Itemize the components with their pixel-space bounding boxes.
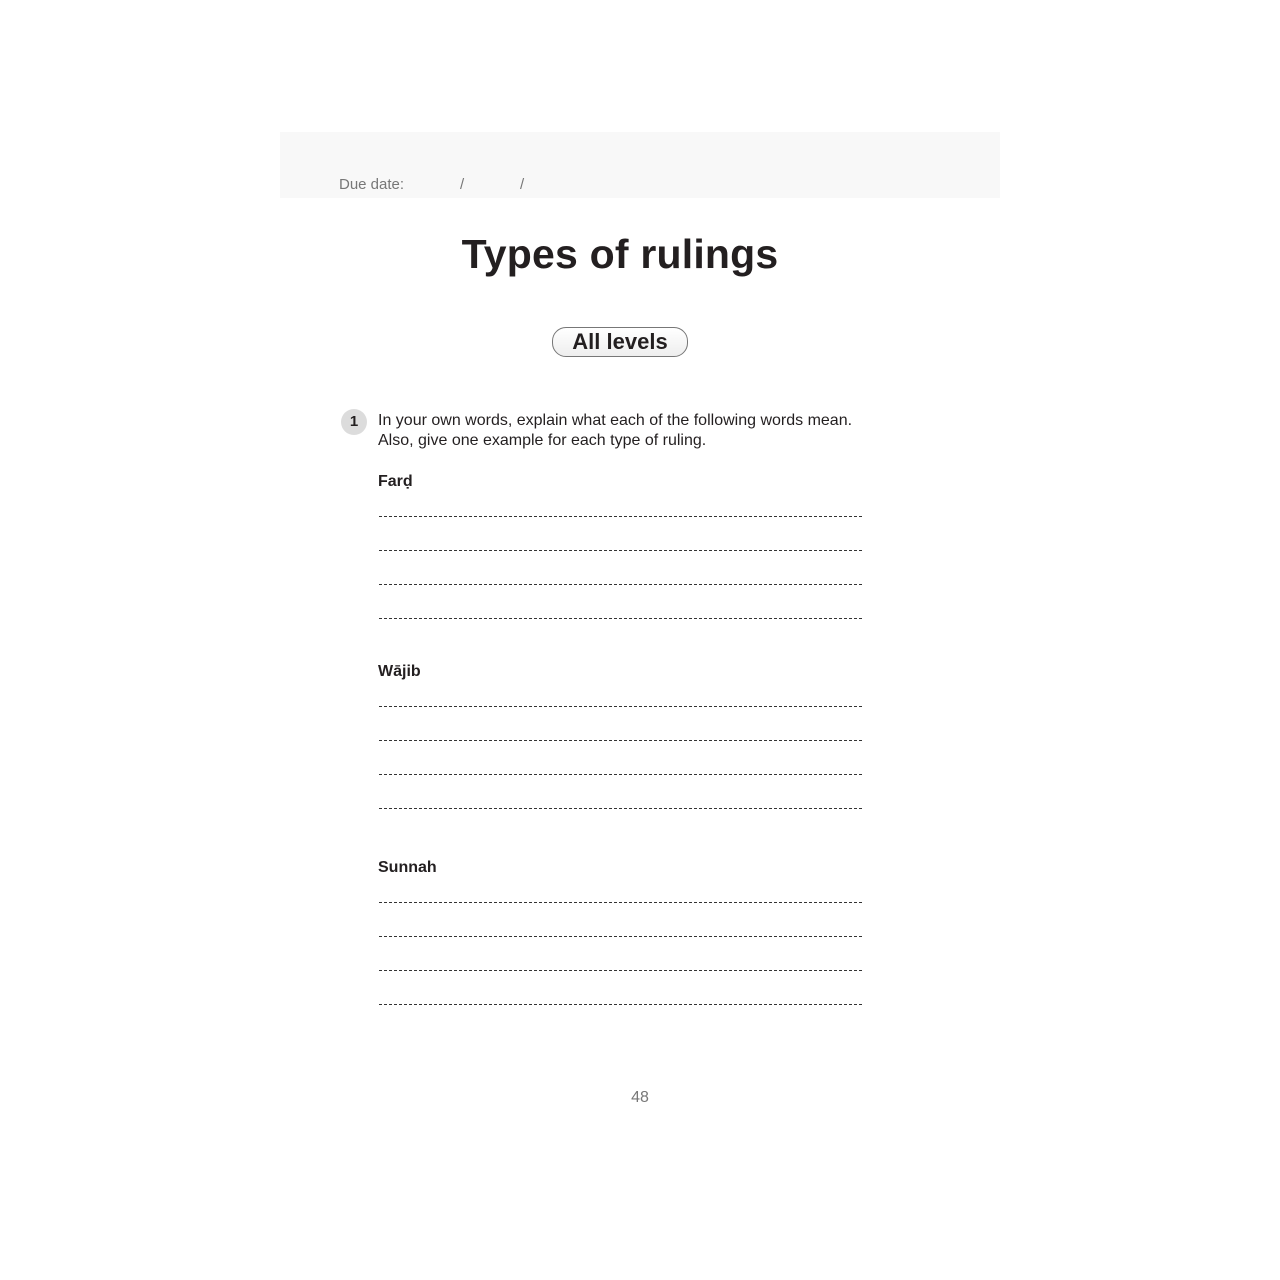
page-title: Types of rulings [461, 231, 779, 277]
level-badge: All levels [552, 327, 688, 357]
answer-line[interactable] [379, 902, 862, 903]
answer-line[interactable] [379, 808, 862, 809]
answer-line[interactable] [379, 516, 862, 517]
answer-line[interactable] [379, 1004, 862, 1005]
due-date-label: Due date: [339, 176, 405, 193]
term-heading-sunnah: Sunnah [378, 859, 437, 876]
question-number-badge: 1 [341, 409, 367, 435]
date-separator: / [460, 176, 465, 193]
answer-line[interactable] [379, 706, 862, 707]
date-separator: / [520, 176, 525, 193]
answer-line[interactable] [379, 618, 862, 619]
answer-line[interactable] [379, 774, 862, 775]
answer-line[interactable] [379, 550, 862, 551]
page-number: 48 [631, 1089, 649, 1106]
question-text [378, 411, 898, 451]
answer-line[interactable] [379, 740, 862, 741]
answer-line[interactable] [379, 970, 862, 971]
answer-line[interactable] [379, 584, 862, 585]
answer-line[interactable] [379, 936, 862, 937]
question-line-1: In your own words, explain what each of the following words mean. [378, 412, 853, 429]
term-heading-fard: Farḍ [378, 473, 413, 490]
term-heading-wajib: Wājib [378, 663, 421, 680]
question-line-2: Also, give one example for each type of ruling. [378, 432, 707, 449]
